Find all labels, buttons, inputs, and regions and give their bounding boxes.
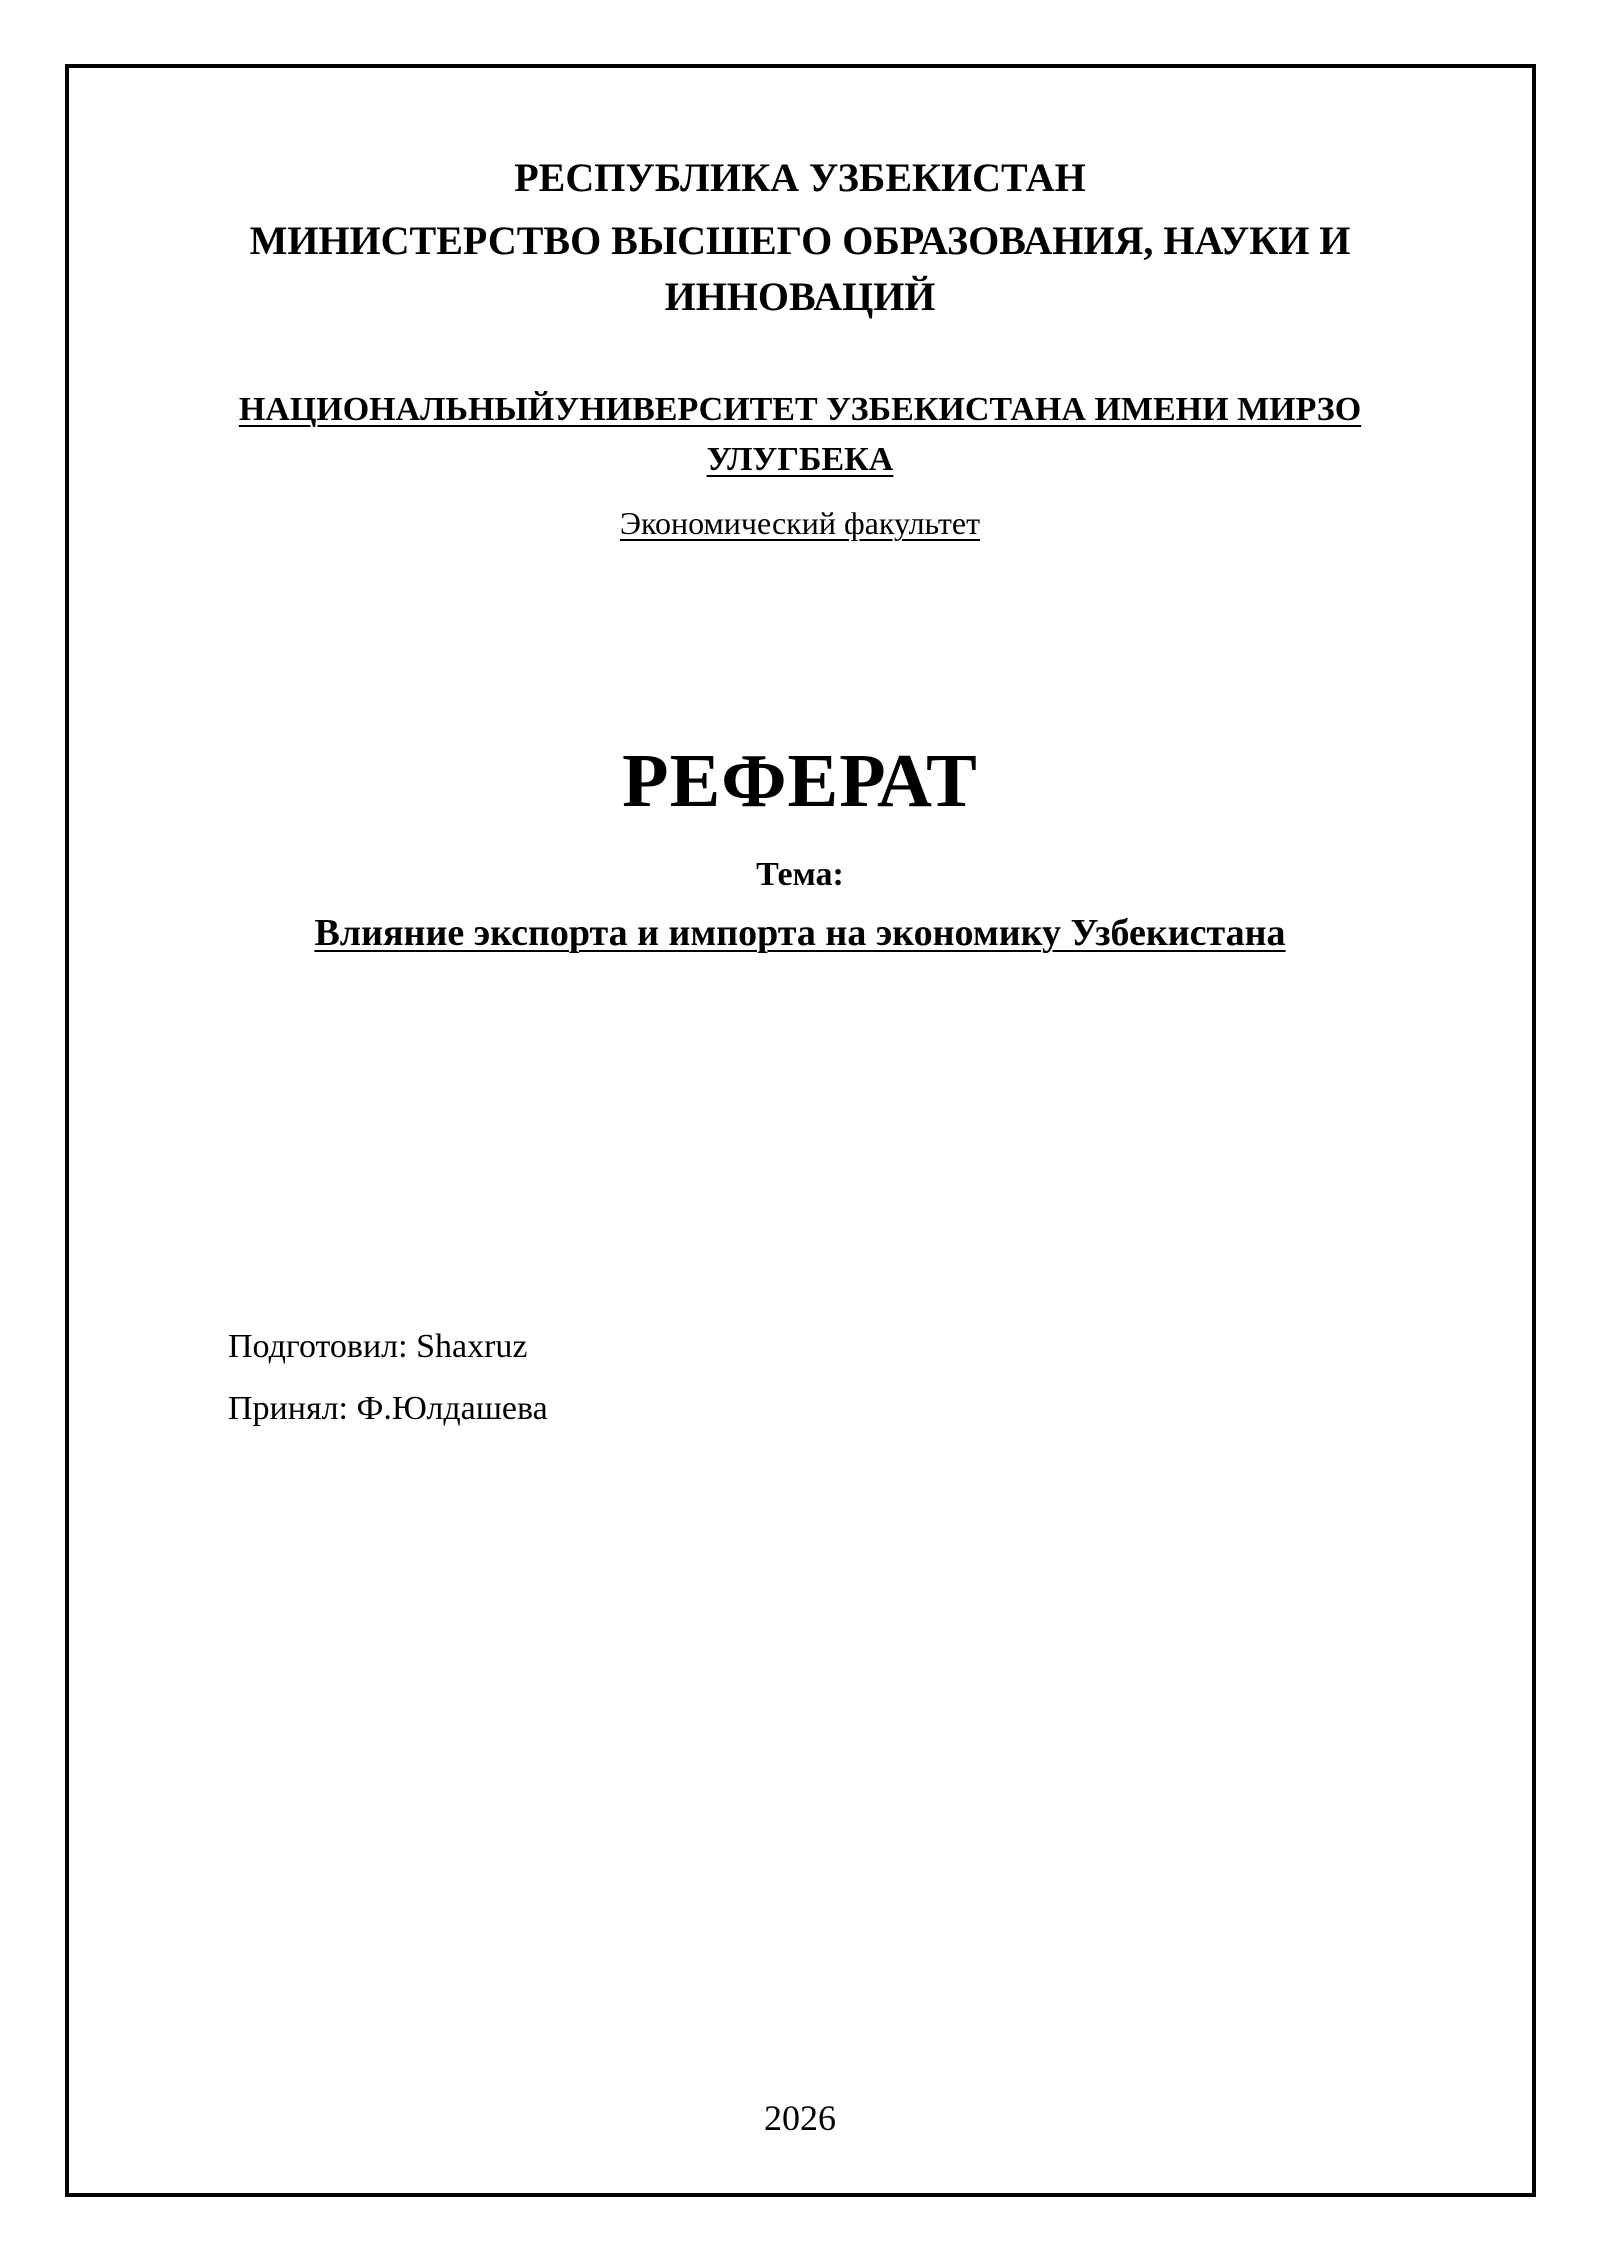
- university-name-line2: УЛУГБЕКА: [706, 441, 894, 478]
- prepared-by: Подготовил: Shaxruz: [228, 1328, 528, 1365]
- country-heading: РЕСПУБЛИКА УЗБЕКИСТАН: [514, 155, 1086, 200]
- document-type-title: РЕФЕРАТ: [622, 739, 978, 823]
- page-border-frame: [65, 64, 1536, 2197]
- university-name-line1: НАЦИОНАЛЬНЫЙУНИВЕРСИТЕТ УЗБЕКИСТАНА ИМЕНИ МИРЗО: [238, 391, 1362, 428]
- document-year: 2026: [764, 2098, 836, 2138]
- topic-title: Влияние экспорта и импорта на экономику Узбекистана: [314, 912, 1286, 954]
- faculty-name: Экономический факультет: [619, 505, 981, 541]
- ministry-heading-line2: ИННОВАЦИЙ: [664, 274, 936, 319]
- ministry-heading-line1: МИНИСТЕРСТВО ВЫСШЕГО ОБРАЗОВАНИЯ, НАУКИ И: [249, 218, 1351, 263]
- accepted-by: Принял: Ф.Юлдашева: [228, 1390, 548, 1427]
- topic-label: Тема:: [756, 856, 844, 893]
